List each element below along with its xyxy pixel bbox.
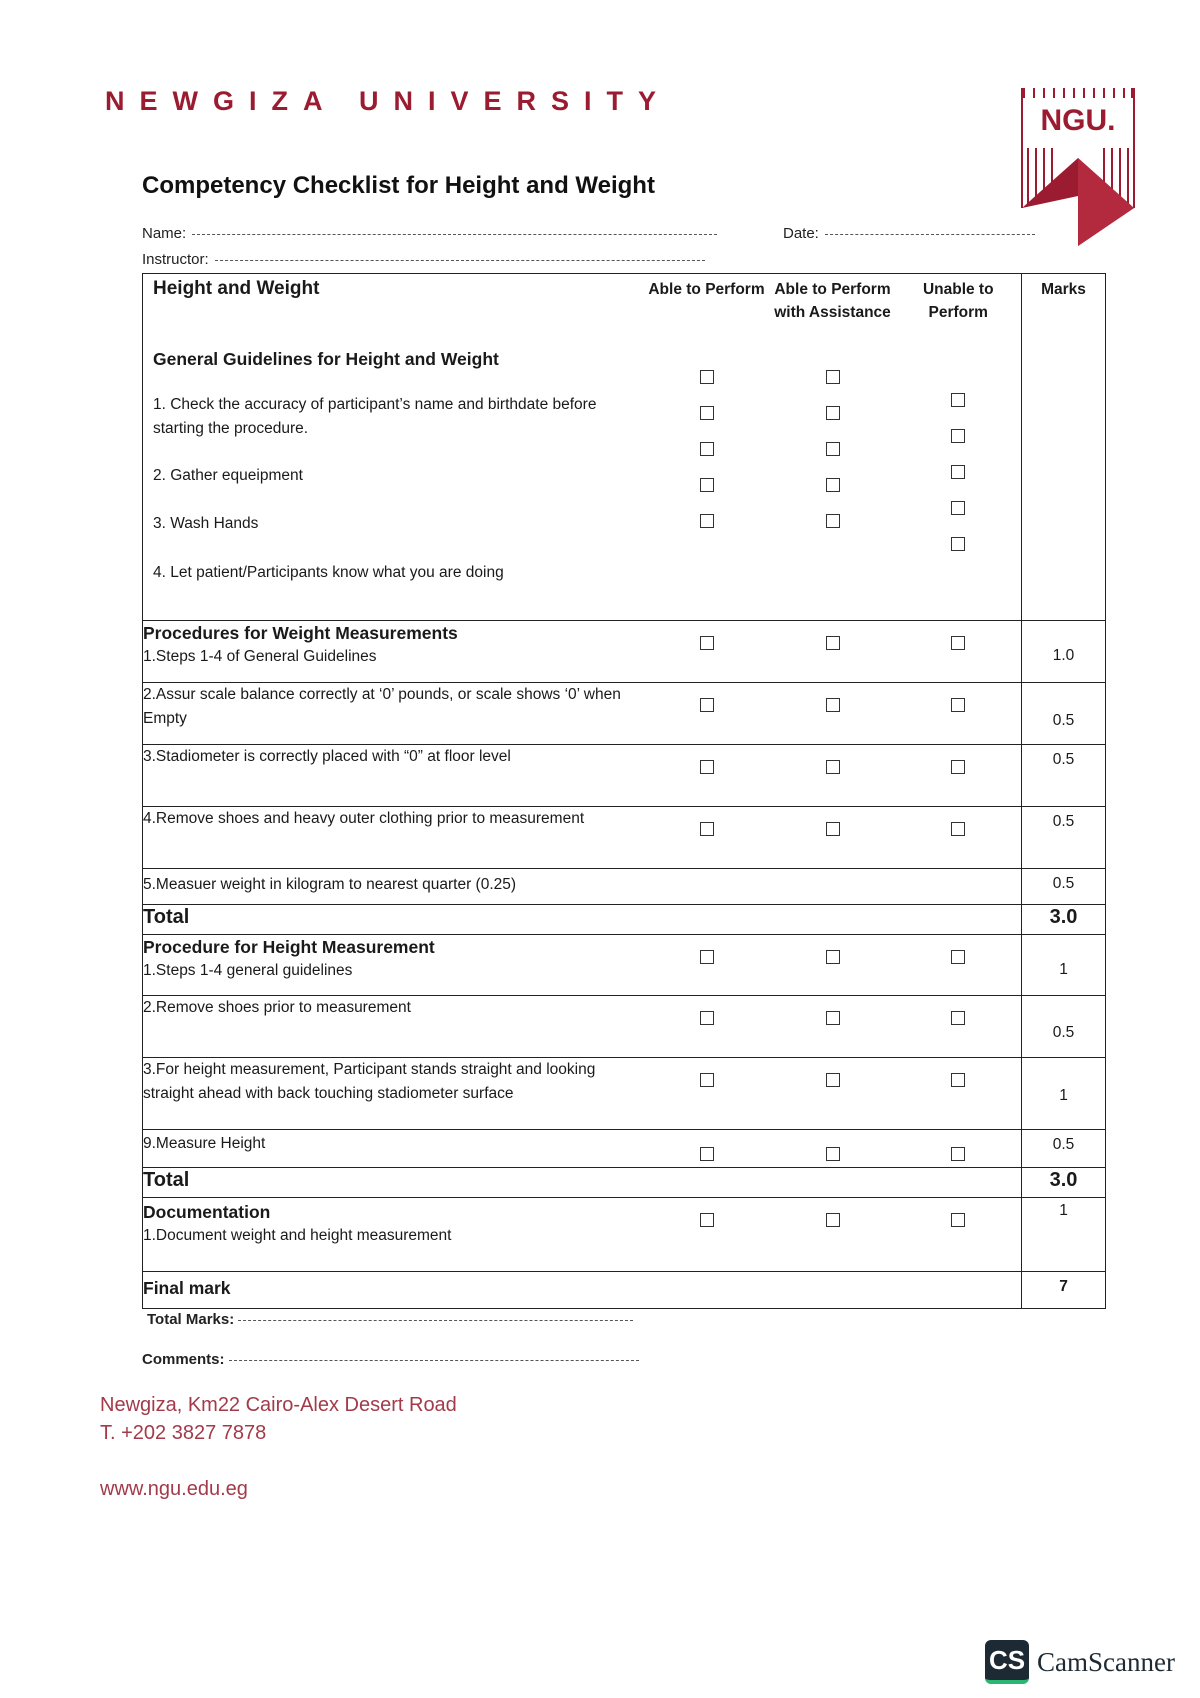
assist-cell: [770, 1058, 896, 1130]
checkbox[interactable]: [951, 1147, 965, 1161]
mark-value: 1.0: [1022, 621, 1106, 683]
total-marks-field[interactable]: [147, 1311, 633, 1328]
height-total-row: [143, 1168, 1106, 1198]
checkbox[interactable]: [951, 393, 965, 407]
unable-cell: [896, 996, 1022, 1058]
name-field[interactable]: [142, 225, 717, 242]
general-assist-cell: [770, 274, 896, 621]
unable-cell: [896, 683, 1022, 745]
unable-cell: [896, 807, 1022, 869]
date-line: [825, 234, 1035, 235]
university-logo: [1018, 86, 1136, 246]
mark-value: 0.5: [1022, 745, 1106, 807]
height-row-3-text: 3.For height measurement, Participant stands straight and looking straight ahead with back touching stadiometer surface: [143, 1058, 644, 1130]
camscanner-text: CamScanner: [1037, 1646, 1175, 1677]
col-marks-header: Marks: [1041, 281, 1086, 298]
general-content: [143, 300, 644, 591]
page-title: Competency Checklist for Height and Weight: [142, 172, 655, 199]
table-row: [143, 869, 1106, 905]
checkbox[interactable]: [951, 698, 965, 712]
weight-total-row: [143, 905, 1106, 935]
assist-cell: [770, 1130, 896, 1168]
checkbox[interactable]: [826, 1147, 840, 1161]
col-assist-header: Able to Perform with Assistance: [774, 281, 891, 321]
weight-total-label: Total: [143, 905, 1022, 935]
mark-value: 0.5: [1022, 807, 1106, 869]
general-able-cell: [644, 274, 770, 621]
assist-cell: [770, 745, 896, 807]
comments-field[interactable]: [142, 1351, 639, 1368]
weight-row-3-text: 3.Stadiometer is correctly placed with “0” at floor level: [143, 745, 644, 807]
table-row: [143, 935, 1106, 996]
general-marks-cell: [1022, 274, 1106, 621]
university-name: NEWGIZA UNIVERSITY: [105, 86, 672, 116]
weight-row-1-text: 1.Steps 1-4 of General Guidelines: [143, 648, 377, 665]
mark-value: 0.5: [1022, 996, 1106, 1058]
camscanner-logo-icon: CS: [985, 1640, 1029, 1684]
checkbox[interactable]: [700, 514, 714, 528]
unable-cell: [896, 1058, 1022, 1130]
documentation-text: 1.Document weight and height measurement: [143, 1227, 452, 1244]
comments-label: Comments:: [142, 1351, 225, 1368]
table-row: [143, 807, 1106, 869]
instructor-field[interactable]: [142, 251, 705, 268]
website-link[interactable]: www.ngu.edu.eg: [100, 1478, 248, 1500]
weight-heading: Procedures for Weight Measurements: [143, 623, 458, 643]
checkbox[interactable]: [951, 1073, 965, 1087]
weight-row-5-text: 5.Measuer weight in kilogram to nearest quarter (0.25): [143, 869, 1022, 905]
total-marks-label: Total Marks:: [147, 1311, 235, 1328]
checkbox[interactable]: [826, 478, 840, 492]
camscanner-watermark: [985, 1640, 1175, 1684]
name-line: [192, 234, 717, 235]
final-mark-row: [143, 1272, 1106, 1309]
general-item-2: 2. Gather equeipment: [153, 467, 303, 484]
checkbox[interactable]: [951, 537, 965, 551]
checkbox[interactable]: [700, 406, 714, 420]
table-row: [143, 621, 1106, 683]
checkbox[interactable]: [826, 1011, 840, 1025]
height-total-value: 3.0: [1022, 1168, 1106, 1198]
date-label: Date:: [783, 225, 819, 242]
comments-line: [229, 1360, 639, 1361]
checkbox[interactable]: [826, 514, 840, 528]
total-marks-line: [238, 1320, 633, 1321]
checkbox[interactable]: [951, 760, 965, 774]
table-row: [143, 1058, 1106, 1130]
unable-cell: [896, 935, 1022, 996]
date-field[interactable]: [783, 225, 1035, 242]
checkbox[interactable]: [700, 636, 714, 650]
able-cell: [644, 745, 770, 807]
checkbox[interactable]: [951, 950, 965, 964]
checkbox[interactable]: [826, 698, 840, 712]
col-unable-header: Unable to Perform: [922, 281, 994, 321]
general-item-4: 4. Let patient/Participants know what you are doing: [153, 564, 504, 581]
general-desc-cell: [143, 274, 644, 621]
height-row-2-text: 2.Remove shoes prior to measurement: [143, 996, 644, 1058]
mark-value: 0.5: [1022, 1130, 1106, 1168]
mark-value: 1: [1022, 1058, 1106, 1130]
height-total-label: Total: [143, 1168, 1022, 1198]
checkbox[interactable]: [826, 1073, 840, 1087]
mark-value: 0.5: [1022, 683, 1106, 745]
logo-text: NGU.: [1040, 104, 1116, 137]
able-cell: [644, 1198, 770, 1272]
height-heading: Procedure for Height Measurement: [143, 937, 435, 957]
able-cell: [644, 1058, 770, 1130]
table-row: [143, 1130, 1106, 1168]
address-line-1: Newgiza, Km22 Cairo-Alex Desert Road: [100, 1394, 457, 1416]
instructor-line: [215, 260, 705, 261]
able-cell: [644, 935, 770, 996]
documentation-row: [143, 1198, 1106, 1272]
final-mark-value: 7: [1022, 1272, 1106, 1309]
checkbox[interactable]: [826, 1213, 840, 1227]
general-item-1: 1. Check the accuracy of participant’s name and birthdate before starting the procedure.: [153, 396, 597, 437]
able-cell: [644, 1130, 770, 1168]
checkbox[interactable]: [951, 465, 965, 479]
checkbox[interactable]: [826, 442, 840, 456]
mark-value: 0.5: [1022, 869, 1106, 905]
unable-cell: [896, 1130, 1022, 1168]
checklist-table: [142, 273, 1106, 1309]
weight-total-value: 3.0: [1022, 905, 1106, 935]
able-cell: [644, 996, 770, 1058]
checkbox[interactable]: [951, 1213, 965, 1227]
checkbox[interactable]: [826, 636, 840, 650]
weight-row-1-desc: [143, 621, 644, 683]
able-cell: [644, 807, 770, 869]
height-row-1-text: 1.Steps 1-4 general guidelines: [143, 962, 353, 979]
checkbox[interactable]: [826, 760, 840, 774]
height-row-1-desc: [143, 935, 644, 996]
general-heading: General Guidelines for Height and Weight: [153, 349, 499, 369]
general-unable-cell: [896, 274, 1022, 621]
assist-cell: [770, 621, 896, 683]
checkbox[interactable]: [700, 1213, 714, 1227]
table-row: [143, 745, 1106, 807]
general-item-3: 3. Wash Hands: [153, 515, 259, 532]
assist-cell: [770, 996, 896, 1058]
address-phone: T. +202 3827 7878: [100, 1422, 267, 1444]
checkbox[interactable]: [826, 370, 840, 384]
documentation-heading: Documentation: [143, 1202, 271, 1222]
unable-cell: [896, 621, 1022, 683]
mark-value: 1: [1022, 935, 1106, 996]
checkbox[interactable]: [700, 822, 714, 836]
checkbox[interactable]: [951, 1011, 965, 1025]
checkbox[interactable]: [700, 1073, 714, 1087]
documentation-desc: [143, 1198, 644, 1272]
assist-cell: [770, 1198, 896, 1272]
mark-value: 1: [1022, 1198, 1106, 1272]
checkbox[interactable]: [700, 1011, 714, 1025]
checkbox[interactable]: [951, 429, 965, 443]
checkbox[interactable]: [700, 1147, 714, 1161]
able-cell: [644, 621, 770, 683]
checkbox[interactable]: [700, 442, 714, 456]
checkbox[interactable]: [700, 760, 714, 774]
checkbox[interactable]: [951, 501, 965, 515]
checkbox[interactable]: [826, 406, 840, 420]
checkbox[interactable]: [700, 950, 714, 964]
table-row: [143, 683, 1106, 745]
weight-row-2-text: 2.Assur scale balance correctly at ‘0’ pounds, or scale shows ‘0’ when Empty: [143, 683, 644, 745]
checkbox[interactable]: [951, 636, 965, 650]
table-row: [143, 996, 1106, 1058]
checkbox[interactable]: [826, 822, 840, 836]
name-label: Name:: [142, 225, 187, 242]
checkbox[interactable]: [700, 370, 714, 384]
main-heading: Height and Weight: [153, 278, 320, 299]
weight-row-4-text: 4.Remove shoes and heavy outer clothing prior to measurement: [143, 807, 644, 869]
checkbox[interactable]: [951, 822, 965, 836]
checkbox[interactable]: [700, 698, 714, 712]
unable-cell: [896, 745, 1022, 807]
assist-cell: [770, 683, 896, 745]
instructor-label: Instructor:: [142, 251, 209, 268]
height-row-4-text: 9.Measure Height: [143, 1130, 644, 1168]
general-section: [143, 274, 1106, 621]
checkbox[interactable]: [826, 950, 840, 964]
final-mark-label: Final mark: [143, 1272, 1022, 1309]
assist-cell: [770, 935, 896, 996]
assist-cell: [770, 807, 896, 869]
able-cell: [644, 683, 770, 745]
col-able-header: Able to Perform: [648, 281, 765, 298]
checkbox[interactable]: [700, 478, 714, 492]
unable-cell: [896, 1198, 1022, 1272]
